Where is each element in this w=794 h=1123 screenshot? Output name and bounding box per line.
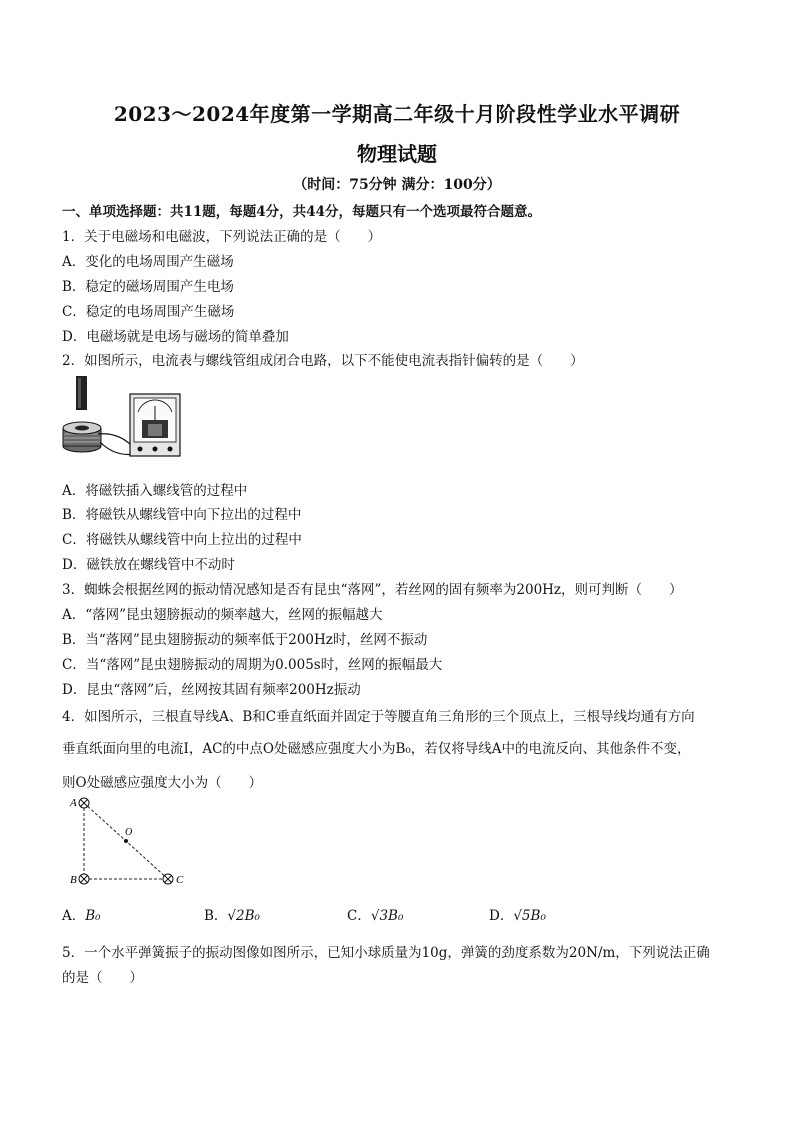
q5-stem-line2: 的是（ ） bbox=[62, 970, 143, 986]
q4-option-d-letter: D． bbox=[489, 908, 514, 924]
q4-option-a-value: B₀ bbox=[85, 908, 101, 924]
q2-option-d: D．磁铁放在螺线管中不动时 bbox=[62, 557, 235, 573]
wire-a-icon bbox=[79, 798, 89, 808]
q4-stem-line3: 则O处磁感应强度大小为（ ） bbox=[62, 775, 263, 791]
q1-option-a: A．变化的电场周围产生磁场 bbox=[62, 254, 234, 270]
triangle-wires-figure bbox=[62, 793, 190, 891]
exam-meta: （时间：75分钟 满分：100分） bbox=[293, 177, 501, 193]
q3-option-b: B．当“落网”昆虫翅膀振动的频率低于200Hz时，丝网不振动 bbox=[62, 632, 428, 648]
q3-option-a: A．“落网”昆虫翅膀振动的频率越大，丝网的振幅越大 bbox=[62, 607, 383, 623]
q4-option-c-letter: C． bbox=[347, 908, 371, 924]
q4-stem-line2: 垂直纸面向里的电流I，AC的中点O处磁感应强度大小为B₀，若仅将导线A中的电流反向、其他条件不变， bbox=[62, 741, 691, 757]
wire-b-icon bbox=[79, 874, 89, 884]
q4-option-d-value: √5B₀ bbox=[513, 908, 546, 924]
q4-option-a-letter: A． bbox=[62, 908, 86, 924]
q4-options bbox=[62, 904, 742, 926]
q4-option-b-letter: B． bbox=[204, 908, 228, 924]
galvanometer bbox=[130, 394, 180, 456]
q3-option-c: C．当“落网”昆虫翅膀振动的周期为0.005s时，丝网的振幅最大 bbox=[62, 657, 443, 673]
q1-option-b: B．稳定的磁场周围产生电场 bbox=[62, 279, 234, 295]
label-b: B bbox=[70, 874, 77, 886]
bar-magnet bbox=[76, 376, 87, 410]
q4-option-c bbox=[347, 904, 403, 924]
q4-option-b-value: √2B₀ bbox=[227, 908, 260, 924]
q2-stem: 2．如图所示，电流表与螺线管组成闭合电路，以下不能使电流表指针偏转的是（ ） bbox=[62, 353, 584, 369]
q5-stem-line1: 5．一个水平弹簧振子的振动图像如图所示，已知小球质量为10g，弹簧的劲度系数为20N/m，下列说法正确 bbox=[62, 945, 710, 961]
label-o: O bbox=[125, 827, 133, 838]
q1-option-d: D．电磁场就是电场与磁场的简单叠加 bbox=[62, 329, 289, 345]
label-c: C bbox=[176, 874, 184, 886]
q4-option-d bbox=[489, 904, 546, 924]
solenoid-galvanometer-figure bbox=[60, 372, 185, 467]
solenoid-coil bbox=[63, 422, 101, 452]
q2-option-a: A．将磁铁插入螺线管的过程中 bbox=[62, 483, 248, 499]
q1-option-c: C．稳定的电场周围产生磁场 bbox=[62, 304, 235, 320]
q4-stem-line1: 4．如图所示，三根直导线A、B和C垂直纸面并固定于等腰直角三角形的三个顶点上，三根导线均通有方向 bbox=[62, 709, 695, 725]
label-a: A bbox=[70, 797, 77, 809]
q4-option-b bbox=[204, 904, 260, 924]
q1-stem: 1．关于电磁场和电磁波，下列说法正确的是（ ） bbox=[62, 229, 382, 245]
q4-option-a bbox=[62, 904, 101, 924]
q3-stem: 3．蜘蛛会根据丝网的振动情况感知是否有昆虫“落网”，若丝网的固有频率为200Hz，则可判断（ ） bbox=[62, 582, 683, 598]
wire-c-icon bbox=[163, 874, 173, 884]
exam-subtitle: 物理试题 bbox=[357, 142, 437, 166]
q2-option-c: C．将磁铁从螺线管中向上拉出的过程中 bbox=[62, 532, 302, 548]
exam-title: 2023～2024年度第一学期高二年级十月阶段性学业水平调研 bbox=[113, 102, 681, 126]
section-heading: 一、单项选择题：共11题，每题4分，共44分，每题只有一个选项最符合题意。 bbox=[62, 204, 541, 220]
q3-option-d: D．昆虫“落网”后，丝网按其固有频率200Hz振动 bbox=[62, 682, 361, 698]
q2-option-b: B．将磁铁从螺线管中向下拉出的过程中 bbox=[62, 507, 302, 523]
midpoint-o-dot bbox=[124, 839, 128, 843]
q4-option-c-value: √3B₀ bbox=[370, 908, 404, 924]
